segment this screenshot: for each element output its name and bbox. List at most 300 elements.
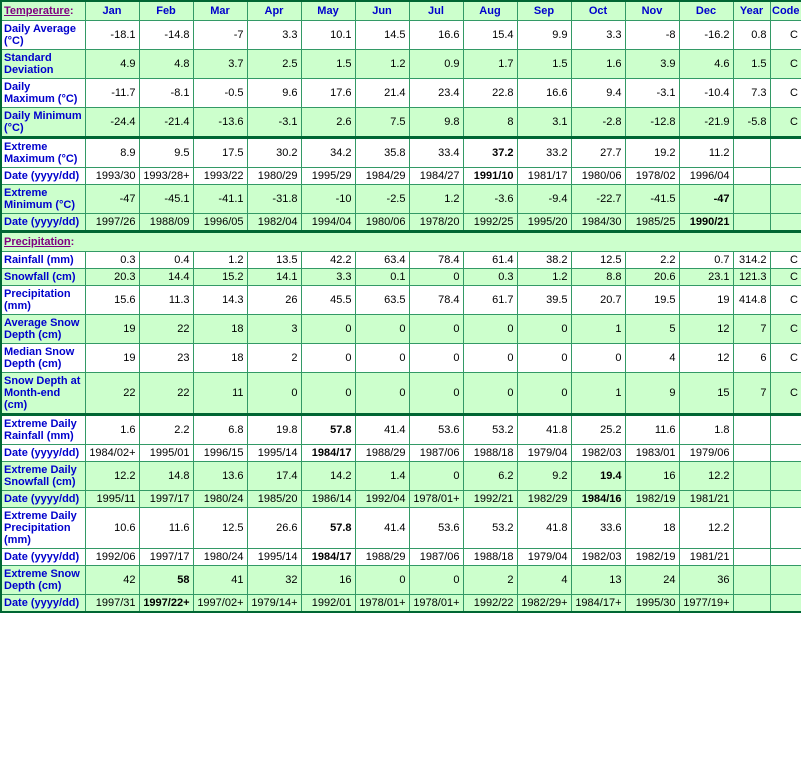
value-cell: 9.9 xyxy=(517,21,571,50)
value-cell: 1.5 xyxy=(517,50,571,79)
value-cell: -47 xyxy=(85,185,139,214)
value-cell: 6.8 xyxy=(193,415,247,445)
value-cell: -14.8 xyxy=(139,21,193,50)
value-cell: 53.2 xyxy=(463,508,517,549)
precipitation-section-cell xyxy=(1,232,801,252)
value-cell: -3.6 xyxy=(463,185,517,214)
value-cell: 0 xyxy=(409,566,463,595)
code-cell xyxy=(770,445,801,462)
code-cell xyxy=(770,185,801,214)
value-cell: -12.8 xyxy=(625,108,679,138)
row-label: Extreme Snow Depth (cm) xyxy=(1,566,85,595)
value-cell: -3.1 xyxy=(625,79,679,108)
value-cell: -45.1 xyxy=(139,185,193,214)
value-cell: 1988/18 xyxy=(463,445,517,462)
value-cell: 53.6 xyxy=(409,415,463,445)
value-cell: 1980/06 xyxy=(355,214,409,232)
value-cell: 1982/19 xyxy=(625,491,679,508)
value-cell: 5 xyxy=(625,315,679,344)
value-cell: 6.2 xyxy=(463,462,517,491)
value-cell: 12.2 xyxy=(679,508,733,549)
value-cell: 23 xyxy=(139,344,193,373)
value-cell: 4.8 xyxy=(139,50,193,79)
value-cell: 19.5 xyxy=(625,286,679,315)
value-cell: 0 xyxy=(355,566,409,595)
precipitation-link[interactable]: Precipitation xyxy=(4,236,71,248)
value-cell: 1984/17+ xyxy=(571,595,625,613)
value-cell: 3.3 xyxy=(247,21,301,50)
value-cell: 16.6 xyxy=(517,79,571,108)
month-header-jul: Jul xyxy=(409,1,463,21)
row-label: Date (yyyy/dd) xyxy=(1,491,85,508)
value-cell: 33.2 xyxy=(517,138,571,168)
value-cell: 19 xyxy=(85,344,139,373)
value-cell: 14.5 xyxy=(355,21,409,50)
value-cell: 3.7 xyxy=(193,50,247,79)
value-cell: -11.7 xyxy=(85,79,139,108)
value-cell: 1992/22 xyxy=(463,595,517,613)
value-cell: 30.2 xyxy=(247,138,301,168)
value-cell: 4.9 xyxy=(85,50,139,79)
value-cell: 1988/29 xyxy=(355,549,409,566)
value-cell: 1990/21 xyxy=(679,214,733,232)
value-cell: 1991/10 xyxy=(463,168,517,185)
table-body xyxy=(1,1,801,612)
value-cell: 16 xyxy=(301,566,355,595)
value-cell: 12.2 xyxy=(679,462,733,491)
value-cell: 8 xyxy=(463,108,517,138)
value-cell: 14.3 xyxy=(193,286,247,315)
value-cell: 0 xyxy=(247,373,301,415)
table-row xyxy=(1,269,801,286)
year-cell xyxy=(733,445,770,462)
value-cell: 12.2 xyxy=(85,462,139,491)
row-label: Daily Average (°C) xyxy=(1,21,85,50)
table-row xyxy=(1,549,801,566)
value-cell: 11.6 xyxy=(139,508,193,549)
row-label: Extreme Daily Rainfall (mm) xyxy=(1,415,85,445)
value-cell: 26 xyxy=(247,286,301,315)
value-cell: 0 xyxy=(409,462,463,491)
row-label: Standard Deviation xyxy=(1,50,85,79)
value-cell: -8.1 xyxy=(139,79,193,108)
month-header-nov: Nov xyxy=(625,1,679,21)
temperature-section-cell xyxy=(1,1,85,21)
value-cell: 0.1 xyxy=(355,269,409,286)
value-cell: 11.2 xyxy=(679,138,733,168)
year-cell xyxy=(733,549,770,566)
value-cell: 17.4 xyxy=(247,462,301,491)
table-row xyxy=(1,168,801,185)
value-cell: 42.2 xyxy=(301,252,355,269)
code-cell xyxy=(770,168,801,185)
value-cell: 27.7 xyxy=(571,138,625,168)
value-cell: 0 xyxy=(409,315,463,344)
value-cell: 0 xyxy=(355,373,409,415)
value-cell: 0.3 xyxy=(85,252,139,269)
value-cell: -41.1 xyxy=(193,185,247,214)
row-label: Daily Maximum (°C) xyxy=(1,79,85,108)
code-cell: C xyxy=(770,373,801,415)
value-cell: 1978/01+ xyxy=(355,595,409,613)
value-cell: 11.6 xyxy=(625,415,679,445)
value-cell: 1.4 xyxy=(355,462,409,491)
value-cell: 19 xyxy=(85,315,139,344)
row-label: Daily Minimum (°C) xyxy=(1,108,85,138)
value-cell: 26.6 xyxy=(247,508,301,549)
value-cell: 1.7 xyxy=(463,50,517,79)
month-header-feb: Feb xyxy=(139,1,193,21)
year-cell: 7 xyxy=(733,315,770,344)
row-label: Extreme Minimum (°C) xyxy=(1,185,85,214)
value-cell: 1.5 xyxy=(301,50,355,79)
year-cell: 6 xyxy=(733,344,770,373)
value-cell: -22.7 xyxy=(571,185,625,214)
value-cell: 22 xyxy=(85,373,139,415)
value-cell: 10.1 xyxy=(301,21,355,50)
value-cell: 63.5 xyxy=(355,286,409,315)
value-cell: 1979/14+ xyxy=(247,595,301,613)
table-row xyxy=(1,595,801,613)
value-cell: 1993/28+ xyxy=(139,168,193,185)
code-cell xyxy=(770,462,801,491)
value-cell: 53.6 xyxy=(409,508,463,549)
row-label: Date (yyyy/dd) xyxy=(1,214,85,232)
value-cell: 0 xyxy=(409,269,463,286)
value-cell: -31.8 xyxy=(247,185,301,214)
value-cell: 1995/11 xyxy=(85,491,139,508)
year-cell xyxy=(733,595,770,613)
value-cell: 1979/04 xyxy=(517,445,571,462)
value-cell: 37.2 xyxy=(463,138,517,168)
table-row xyxy=(1,462,801,491)
value-cell: 1987/06 xyxy=(409,445,463,462)
value-cell: -10 xyxy=(301,185,355,214)
value-cell: 8.8 xyxy=(571,269,625,286)
value-cell: 1985/25 xyxy=(625,214,679,232)
value-cell: 0 xyxy=(463,315,517,344)
value-cell: 1979/04 xyxy=(517,549,571,566)
value-cell: 1978/20 xyxy=(409,214,463,232)
value-cell: 0 xyxy=(355,315,409,344)
value-cell: 9.4 xyxy=(571,79,625,108)
value-cell: 1996/04 xyxy=(679,168,733,185)
value-cell: 0 xyxy=(301,344,355,373)
value-cell: 45.5 xyxy=(301,286,355,315)
value-cell: 1992/01 xyxy=(301,595,355,613)
value-cell: 1995/29 xyxy=(301,168,355,185)
value-cell: 0.9 xyxy=(409,50,463,79)
value-cell: 14.2 xyxy=(301,462,355,491)
value-cell: 1.8 xyxy=(679,415,733,445)
value-cell: 9 xyxy=(625,373,679,415)
value-cell: 1988/18 xyxy=(463,549,517,566)
code-cell xyxy=(770,491,801,508)
value-cell: 1995/20 xyxy=(517,214,571,232)
table-row xyxy=(1,50,801,79)
value-cell: 1982/03 xyxy=(571,445,625,462)
table-row xyxy=(1,252,801,269)
year-cell xyxy=(733,185,770,214)
code-cell: C xyxy=(770,50,801,79)
value-cell: 1982/03 xyxy=(571,549,625,566)
month-header-may: May xyxy=(301,1,355,21)
year-cell: 314.2 xyxy=(733,252,770,269)
table-row xyxy=(1,445,801,462)
value-cell: -2.5 xyxy=(355,185,409,214)
value-cell: 0 xyxy=(517,344,571,373)
year-cell: 7.3 xyxy=(733,79,770,108)
value-cell: 0.4 xyxy=(139,252,193,269)
value-cell: 33.6 xyxy=(571,508,625,549)
value-cell: 3.1 xyxy=(517,108,571,138)
value-cell: 1981/17 xyxy=(517,168,571,185)
value-cell: 1987/06 xyxy=(409,549,463,566)
value-cell: 20.3 xyxy=(85,269,139,286)
code-cell xyxy=(770,214,801,232)
value-cell: 57.8 xyxy=(301,508,355,549)
value-cell: 1982/19 xyxy=(625,549,679,566)
value-cell: 38.2 xyxy=(517,252,571,269)
value-cell: 4 xyxy=(625,344,679,373)
year-cell xyxy=(733,508,770,549)
value-cell: 15 xyxy=(679,373,733,415)
month-header-jun: Jun xyxy=(355,1,409,21)
value-cell: 12 xyxy=(679,344,733,373)
value-cell: 1992/25 xyxy=(463,214,517,232)
value-cell: 3 xyxy=(247,315,301,344)
value-cell: 0 xyxy=(463,373,517,415)
value-cell: 9.8 xyxy=(409,108,463,138)
value-cell: 14.8 xyxy=(139,462,193,491)
code-cell: C xyxy=(770,315,801,344)
value-cell: 34.2 xyxy=(301,138,355,168)
table-row xyxy=(1,491,801,508)
code-cell: C xyxy=(770,344,801,373)
value-cell: -2.8 xyxy=(571,108,625,138)
code-cell: C xyxy=(770,108,801,138)
month-header-jan: Jan xyxy=(85,1,139,21)
row-label: Median Snow Depth (cm) xyxy=(1,344,85,373)
value-cell: 14.4 xyxy=(139,269,193,286)
table-row xyxy=(1,344,801,373)
value-cell: 1985/20 xyxy=(247,491,301,508)
value-cell: 1982/04 xyxy=(247,214,301,232)
value-cell: 41.4 xyxy=(355,415,409,445)
value-cell: 1988/29 xyxy=(355,445,409,462)
value-cell: 57.8 xyxy=(301,415,355,445)
value-cell: -10.4 xyxy=(679,79,733,108)
row-label: Date (yyyy/dd) xyxy=(1,168,85,185)
value-cell: 1993/30 xyxy=(85,168,139,185)
value-cell: 16 xyxy=(625,462,679,491)
year-cell: 0.8 xyxy=(733,21,770,50)
value-cell: 78.4 xyxy=(409,286,463,315)
value-cell: -9.4 xyxy=(517,185,571,214)
value-cell: 11.3 xyxy=(139,286,193,315)
value-cell: 19.8 xyxy=(247,415,301,445)
value-cell: 10.6 xyxy=(85,508,139,549)
value-cell: 2.6 xyxy=(301,108,355,138)
value-cell: 1982/29+ xyxy=(517,595,571,613)
value-cell: -47 xyxy=(679,185,733,214)
value-cell: -18.1 xyxy=(85,21,139,50)
value-cell: 1988/09 xyxy=(139,214,193,232)
value-cell: -0.5 xyxy=(193,79,247,108)
value-cell: 1981/21 xyxy=(679,549,733,566)
value-cell: 1984/16 xyxy=(571,491,625,508)
value-cell: 41.8 xyxy=(517,508,571,549)
value-cell: 11 xyxy=(193,373,247,415)
row-label: Extreme Maximum (°C) xyxy=(1,138,85,168)
value-cell: 13.6 xyxy=(193,462,247,491)
value-cell: 1978/02 xyxy=(625,168,679,185)
year-cell: 121.3 xyxy=(733,269,770,286)
value-cell: 58 xyxy=(139,566,193,595)
value-cell: 1984/02+ xyxy=(85,445,139,462)
value-cell: 1984/30 xyxy=(571,214,625,232)
value-cell: 1978/01+ xyxy=(409,491,463,508)
table-row xyxy=(1,286,801,315)
value-cell: 0.3 xyxy=(463,269,517,286)
value-cell: 1 xyxy=(571,373,625,415)
value-cell: 33.4 xyxy=(409,138,463,168)
value-cell: 8.9 xyxy=(85,138,139,168)
value-cell: 1986/14 xyxy=(301,491,355,508)
value-cell: 61.7 xyxy=(463,286,517,315)
value-cell: 1997/31 xyxy=(85,595,139,613)
year-cell xyxy=(733,491,770,508)
row-label: Snow Depth at Month-end (cm) xyxy=(1,373,85,415)
value-cell: 20.6 xyxy=(625,269,679,286)
year-cell xyxy=(733,214,770,232)
value-cell: 2 xyxy=(247,344,301,373)
value-cell: 1980/29 xyxy=(247,168,301,185)
value-cell: 41 xyxy=(193,566,247,595)
value-cell: 32 xyxy=(247,566,301,595)
value-cell: 1982/29 xyxy=(517,491,571,508)
year-cell: 414.8 xyxy=(733,286,770,315)
value-cell: 41.8 xyxy=(517,415,571,445)
row-label: Extreme Daily Snowfall (cm) xyxy=(1,462,85,491)
table-row xyxy=(1,508,801,549)
row-label: Date (yyyy/dd) xyxy=(1,595,85,613)
value-cell: 19.4 xyxy=(571,462,625,491)
value-cell: -24.4 xyxy=(85,108,139,138)
value-cell: 2.5 xyxy=(247,50,301,79)
year-cell: 1.5 xyxy=(733,50,770,79)
value-cell: 1 xyxy=(571,315,625,344)
value-cell: 1992/21 xyxy=(463,491,517,508)
value-cell: 18 xyxy=(193,315,247,344)
value-cell: 20.7 xyxy=(571,286,625,315)
value-cell: 3.9 xyxy=(625,50,679,79)
value-cell: 0 xyxy=(409,344,463,373)
value-cell: 0 xyxy=(517,373,571,415)
month-header-dec: Dec xyxy=(679,1,733,21)
value-cell: 1996/05 xyxy=(193,214,247,232)
value-cell: 1.2 xyxy=(409,185,463,214)
value-cell: 53.2 xyxy=(463,415,517,445)
value-cell: 4.6 xyxy=(679,50,733,79)
value-cell: 13.5 xyxy=(247,252,301,269)
value-cell: 12.5 xyxy=(193,508,247,549)
table-row xyxy=(1,138,801,168)
value-cell: -21.4 xyxy=(139,108,193,138)
value-cell: 1997/22+ xyxy=(139,595,193,613)
code-cell: C xyxy=(770,269,801,286)
value-cell: 15.2 xyxy=(193,269,247,286)
year-cell xyxy=(733,415,770,445)
value-cell: 1.2 xyxy=(193,252,247,269)
code-cell: C xyxy=(770,252,801,269)
value-cell: -7 xyxy=(193,21,247,50)
value-cell: 1.6 xyxy=(85,415,139,445)
temperature-link[interactable]: Temperature xyxy=(4,5,70,17)
temperature-header-row xyxy=(1,1,801,21)
value-cell: 1992/06 xyxy=(85,549,139,566)
year-cell: -5.8 xyxy=(733,108,770,138)
value-cell: 16.6 xyxy=(409,21,463,50)
value-cell: 21.4 xyxy=(355,79,409,108)
value-cell: 4 xyxy=(517,566,571,595)
value-cell: 35.8 xyxy=(355,138,409,168)
value-cell: 2 xyxy=(463,566,517,595)
table-row xyxy=(1,214,801,232)
month-header-sep: Sep xyxy=(517,1,571,21)
table-row xyxy=(1,373,801,415)
value-cell: 19 xyxy=(679,286,733,315)
value-cell: 18 xyxy=(193,344,247,373)
value-cell: 0 xyxy=(463,344,517,373)
value-cell: 15.6 xyxy=(85,286,139,315)
row-label: Average Snow Depth (cm) xyxy=(1,315,85,344)
value-cell: 1992/04 xyxy=(355,491,409,508)
value-cell: 15.4 xyxy=(463,21,517,50)
value-cell: 22.8 xyxy=(463,79,517,108)
code-cell xyxy=(770,549,801,566)
value-cell: 0 xyxy=(571,344,625,373)
value-cell: 18 xyxy=(625,508,679,549)
value-cell: 1.2 xyxy=(517,269,571,286)
month-header-apr: Apr xyxy=(247,1,301,21)
year-header: Year xyxy=(733,1,770,21)
value-cell: 1994/04 xyxy=(301,214,355,232)
value-cell: 1983/01 xyxy=(625,445,679,462)
value-cell: 22 xyxy=(139,373,193,415)
value-cell: 25.2 xyxy=(571,415,625,445)
value-cell: 14.1 xyxy=(247,269,301,286)
value-cell: 17.5 xyxy=(193,138,247,168)
value-cell: 63.4 xyxy=(355,252,409,269)
value-cell: 2.2 xyxy=(625,252,679,269)
value-cell: 9.6 xyxy=(247,79,301,108)
code-cell: C xyxy=(770,79,801,108)
code-cell xyxy=(770,566,801,595)
value-cell: 1979/06 xyxy=(679,445,733,462)
value-cell: 1978/01+ xyxy=(409,595,463,613)
value-cell: 0 xyxy=(301,315,355,344)
value-cell: -8 xyxy=(625,21,679,50)
value-cell: 9.2 xyxy=(517,462,571,491)
value-cell: 1993/22 xyxy=(193,168,247,185)
table-row xyxy=(1,21,801,50)
value-cell: 1.6 xyxy=(571,50,625,79)
value-cell: -16.2 xyxy=(679,21,733,50)
value-cell: 1980/24 xyxy=(193,491,247,508)
precipitation-colon: : xyxy=(70,236,75,248)
table-row xyxy=(1,566,801,595)
